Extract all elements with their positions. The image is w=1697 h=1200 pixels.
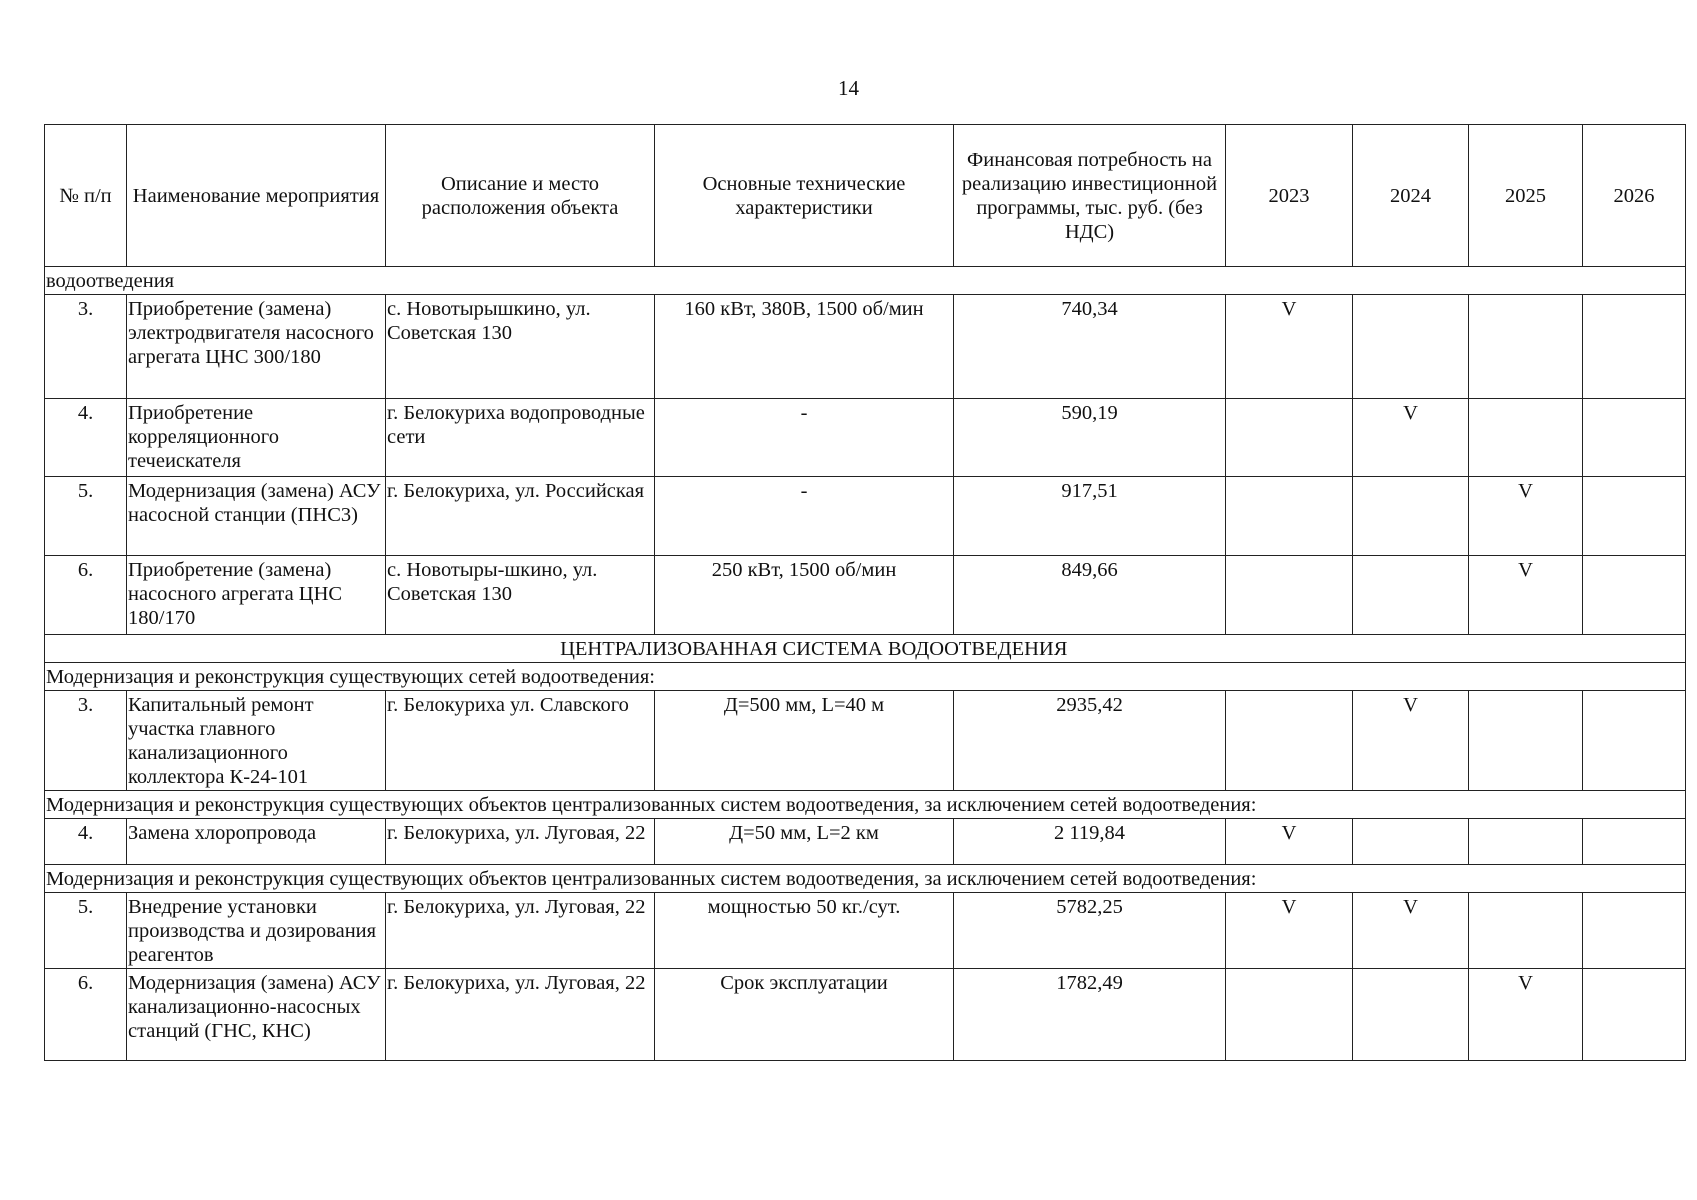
year-mark-2023 <box>1226 556 1353 635</box>
table-body <box>45 267 1686 1061</box>
table-header-row <box>45 125 1686 267</box>
table-row <box>45 691 1686 791</box>
header-year-2026: 2026 <box>1583 125 1686 267</box>
row-number: 4. <box>45 399 127 477</box>
row-tech-characteristics: мощностью 50 кг./сут. <box>655 893 954 969</box>
section-tail-cell <box>1583 635 1686 663</box>
row-name: Капитальный ремонт участка главного канализационного коллектора К-24-101 <box>127 691 386 791</box>
row-description: г. Белокуриха, ул. Луговая, 22 <box>386 893 655 969</box>
row-cost: 740,34 <box>954 295 1226 399</box>
section-title: ЦЕНТРАЛИЗОВАННАЯ СИСТЕМА ВОДООТВЕДЕНИЯ <box>560 638 1068 660</box>
row-cost: 590,19 <box>954 399 1226 477</box>
year-mark-2024: V <box>1353 893 1469 969</box>
page-number: 14 <box>838 76 859 100</box>
section-title: Модернизация и реконструкция существующих сетей водоотведения: <box>46 666 655 688</box>
row-description: г. Белокуриха, ул. Луговая, 22 <box>386 819 655 865</box>
row-number: 5. <box>45 477 127 556</box>
year-mark-2026 <box>1583 295 1686 399</box>
year-mark-2026 <box>1583 691 1686 791</box>
year-mark-2024 <box>1353 819 1469 865</box>
year-mark-2025 <box>1469 295 1583 399</box>
row-description: г. Белокуриха ул. Славского <box>386 691 655 791</box>
year-mark-2026 <box>1583 399 1686 477</box>
year-mark-2026 <box>1583 969 1686 1061</box>
section-tail-cell <box>1583 267 1686 295</box>
row-cost: 2935,42 <box>954 691 1226 791</box>
row-tech-characteristics: - <box>655 477 954 556</box>
table-row <box>45 819 1686 865</box>
year-mark-2026 <box>1583 556 1686 635</box>
year-mark-2023 <box>1226 399 1353 477</box>
year-mark-2025 <box>1469 893 1583 969</box>
row-tech-characteristics: 250 кВт, 1500 об/мин <box>655 556 954 635</box>
table-row <box>45 399 1686 477</box>
header-year-2025: 2025 <box>1469 125 1583 267</box>
row-number: 6. <box>45 556 127 635</box>
section-title: Модернизация и реконструкция существующих объектов централизованных систем водоотведения, за исключением сетей водоотведения: <box>46 868 1257 890</box>
year-mark-2023: V <box>1226 295 1353 399</box>
investment-program-table <box>44 124 1686 1061</box>
row-tech-characteristics: 160 кВт, 380В, 1500 об/мин <box>655 295 954 399</box>
row-number: 4. <box>45 819 127 865</box>
row-tech-characteristics: Д=50 мм, L=2 км <box>655 819 954 865</box>
header-name: Наименование мероприятия <box>127 125 386 267</box>
row-name: Модернизация (замена) АСУ канализационно-насосных станций (ГНС, КНС) <box>127 969 386 1061</box>
row-tech-characteristics: Д=500 мм, L=40 м <box>655 691 954 791</box>
year-mark-2025 <box>1469 399 1583 477</box>
header-year-2024: 2024 <box>1353 125 1469 267</box>
section-row <box>45 635 1686 663</box>
section-row <box>45 791 1686 819</box>
year-mark-2025: V <box>1469 477 1583 556</box>
header-tech: Основные технические характеристики <box>655 125 954 267</box>
year-mark-2023 <box>1226 477 1353 556</box>
section-title: Модернизация и реконструкция существующих объектов централизованных систем водоотведения, за исключением сетей водоотведения: <box>46 794 1257 816</box>
row-description: с. Новотырышкино, ул. Советская 130 <box>386 295 655 399</box>
year-mark-2025: V <box>1469 556 1583 635</box>
year-mark-2026 <box>1583 819 1686 865</box>
header-year-2023: 2023 <box>1226 125 1353 267</box>
year-mark-2026 <box>1583 893 1686 969</box>
table-row <box>45 969 1686 1061</box>
header-description: Описание и место расположения объекта <box>386 125 655 267</box>
year-mark-2024 <box>1353 969 1469 1061</box>
year-mark-2025 <box>1469 691 1583 791</box>
table-row <box>45 295 1686 399</box>
row-name: Приобретение (замена) насосного агрегата ЦНС 180/170 <box>127 556 386 635</box>
section-row <box>45 663 1686 691</box>
section-row <box>45 267 1686 295</box>
section-tail-cell <box>1583 865 1686 893</box>
year-mark-2024: V <box>1353 691 1469 791</box>
row-number: 5. <box>45 893 127 969</box>
section-title: водоотведения <box>46 270 175 292</box>
row-description: г. Белокуриха водопроводные сети <box>386 399 655 477</box>
row-number: 6. <box>45 969 127 1061</box>
row-name: Приобретение корреляционного течеискателя <box>127 399 386 477</box>
row-description: г. Белокуриха, ул. Российская <box>386 477 655 556</box>
year-mark-2024 <box>1353 295 1469 399</box>
section-row <box>45 865 1686 893</box>
year-mark-2025 <box>1469 819 1583 865</box>
row-cost: 5782,25 <box>954 893 1226 969</box>
row-description: г. Белокуриха, ул. Луговая, 22 <box>386 969 655 1061</box>
year-mark-2024 <box>1353 556 1469 635</box>
year-mark-2026 <box>1583 477 1686 556</box>
row-name: Замена хлоропровода <box>127 819 386 865</box>
row-cost: 2 119,84 <box>954 819 1226 865</box>
row-cost: 917,51 <box>954 477 1226 556</box>
section-tail-cell <box>1583 791 1686 819</box>
year-mark-2023 <box>1226 969 1353 1061</box>
row-cost: 1782,49 <box>954 969 1226 1061</box>
row-number: 3. <box>45 295 127 399</box>
row-name: Модернизация (замена) АСУ насосной станции (ПНС3) <box>127 477 386 556</box>
header-num: № п/п <box>45 125 127 267</box>
header-cost: Финансовая потребность на реализацию инвестиционной программы, тыс. руб. (без НДС) <box>954 125 1226 267</box>
table-row <box>45 556 1686 635</box>
year-mark-2023: V <box>1226 819 1353 865</box>
row-description: с. Новотыры-шкино, ул. Советская 130 <box>386 556 655 635</box>
row-cost: 849,66 <box>954 556 1226 635</box>
row-name: Приобретение (замена) электродвигателя насосного агрегата ЦНС 300/180 <box>127 295 386 399</box>
section-tail-cell <box>1583 663 1686 691</box>
table-row <box>45 893 1686 969</box>
row-number: 3. <box>45 691 127 791</box>
row-tech-characteristics: - <box>655 399 954 477</box>
year-mark-2024 <box>1353 477 1469 556</box>
table-row <box>45 477 1686 556</box>
year-mark-2024: V <box>1353 399 1469 477</box>
year-mark-2023: V <box>1226 893 1353 969</box>
row-name: Внедрение установки производства и дозирования реагентов <box>127 893 386 969</box>
year-mark-2025: V <box>1469 969 1583 1061</box>
year-mark-2023 <box>1226 691 1353 791</box>
row-tech-characteristics: Срок эксплуатации <box>655 969 954 1061</box>
